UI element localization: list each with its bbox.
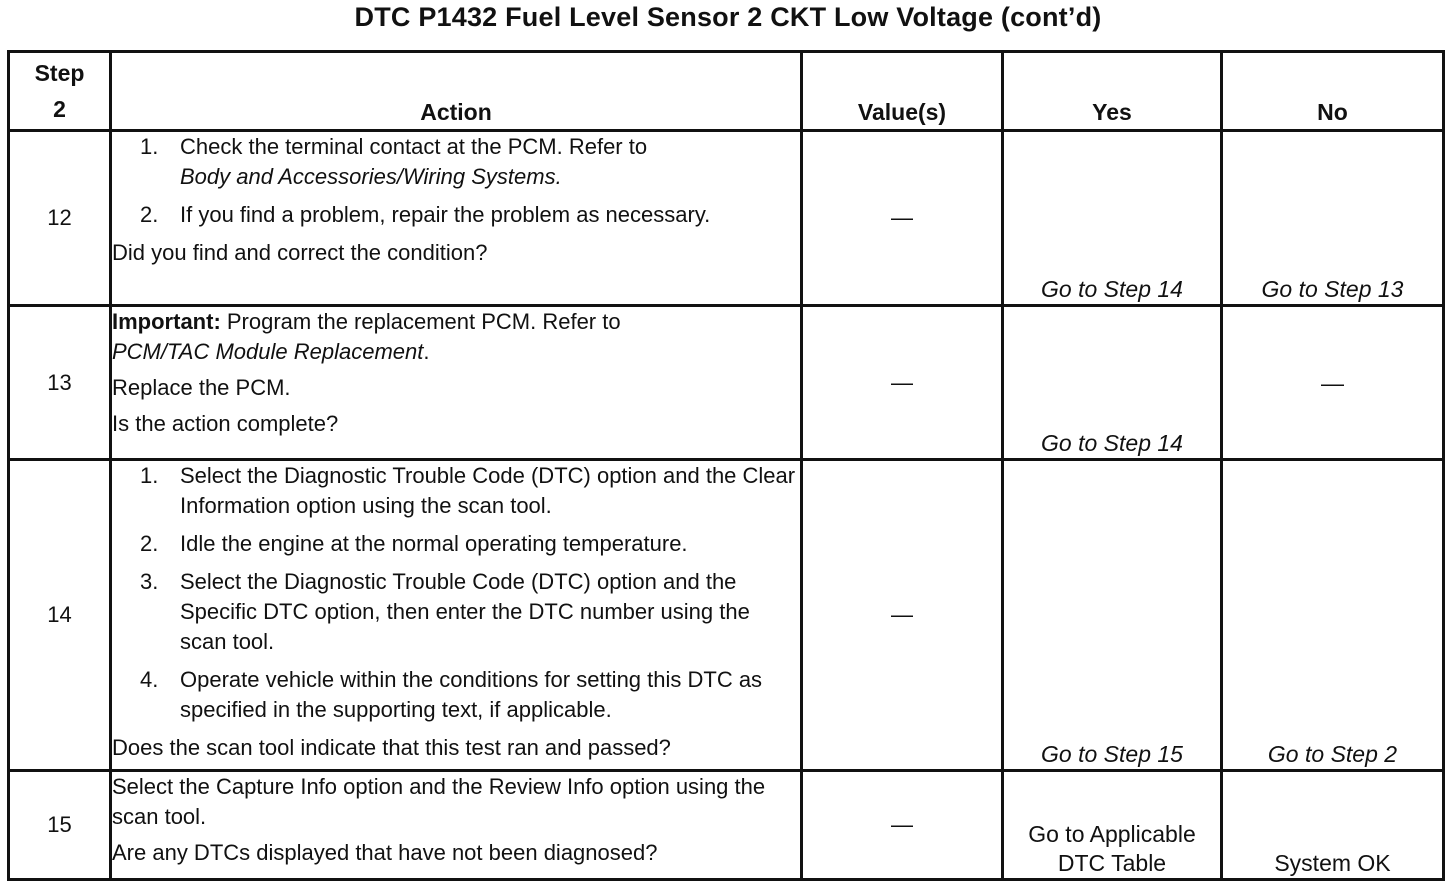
item-number: 2. (140, 531, 159, 556)
important-label: Important: (112, 309, 221, 334)
diagnostic-table (7, 50, 1445, 881)
action-list (112, 461, 800, 725)
yes-cell: Go to Step 14 (1003, 306, 1222, 460)
important-text: Program the replacement PCM. Refer to (220, 309, 621, 334)
yes-cell: Go to Applicable DTC Table (1003, 771, 1222, 880)
table-row (9, 306, 1444, 460)
value-cell: — (802, 460, 1003, 771)
item-text: Select the Diagnostic Trouble Code (DTC) option and the Specific DTC option, then enter the DTC number using the scan tool. (180, 569, 750, 654)
item-number: 1. (140, 463, 159, 488)
header-action: Action (111, 52, 802, 131)
reference-text: PCM/TAC Module Replacement (112, 339, 424, 364)
item-number: 4. (140, 667, 159, 692)
list-item (112, 567, 800, 657)
table-row (9, 131, 1444, 306)
step-number: 15 (9, 771, 111, 880)
question-text: Is the action complete? (112, 411, 339, 436)
question-text: Did you find and correct the condition? (112, 240, 488, 265)
item-number: 2. (140, 202, 159, 227)
list-item (112, 461, 800, 521)
item-text: Operate vehicle within the conditions for setting this DTC as specified in the supporting text, if applicable. (180, 667, 763, 722)
reference-text: Body and Accessories/Wiring Systems. (180, 164, 562, 189)
header-values: Value(s) (802, 52, 1003, 131)
list-item (112, 200, 800, 230)
step-number: 13 (9, 306, 111, 460)
list-item (112, 132, 800, 192)
value-cell: — (802, 306, 1003, 460)
header-step-number: 2 (53, 96, 66, 122)
item-number: 3. (140, 569, 159, 594)
header-yes: Yes (1003, 52, 1222, 131)
no-cell: Go to Step 13 (1222, 131, 1444, 306)
table-row (9, 460, 1444, 771)
header-no: No (1222, 52, 1444, 131)
value-cell: — (802, 771, 1003, 880)
item-text: Idle the engine at the normal operating temperature. (180, 531, 688, 556)
item-text: Check the terminal contact at the PCM. Refer to (180, 134, 648, 159)
value-cell: — (802, 131, 1003, 306)
table-row (9, 771, 1444, 880)
list-item (112, 665, 800, 725)
action-cell (111, 771, 802, 880)
yes-cell: Go to Step 15 (1003, 460, 1222, 771)
item-number: 1. (140, 134, 159, 159)
action-cell (111, 460, 802, 771)
table-header-row (9, 52, 1444, 131)
header-step-label: Step (34, 60, 85, 86)
action-cell (111, 306, 802, 460)
yes-cell: Go to Step 14 (1003, 131, 1222, 306)
no-cell: System OK (1222, 771, 1444, 880)
question-text: Does the scan tool indicate that this test ran and passed? (112, 735, 671, 760)
step-number: 12 (9, 131, 111, 306)
no-cell: — (1222, 306, 1444, 460)
list-item (112, 529, 800, 559)
step-number: 14 (9, 460, 111, 771)
item-text: If you find a problem, repair the problem as necessary. (180, 202, 711, 227)
question-text: Are any DTCs displayed that have not been diagnosed? (112, 840, 658, 865)
important-end: . (423, 339, 430, 364)
action-cell (111, 131, 802, 306)
no-cell: Go to Step 2 (1222, 460, 1444, 771)
header-step (9, 52, 111, 131)
page-title: DTC P1432 Fuel Level Sensor 2 CKT Low Voltage (cont’d) (354, 2, 1102, 32)
action-list (112, 132, 800, 230)
item-text: Select the Diagnostic Trouble Code (DTC) option and the Clear Information option using the scan tool. (180, 463, 796, 518)
important-note (112, 307, 800, 367)
instruction-text: Select the Capture Info option and the Review Info option using the scan tool. (112, 774, 766, 829)
instruction-text: Replace the PCM. (112, 375, 291, 400)
